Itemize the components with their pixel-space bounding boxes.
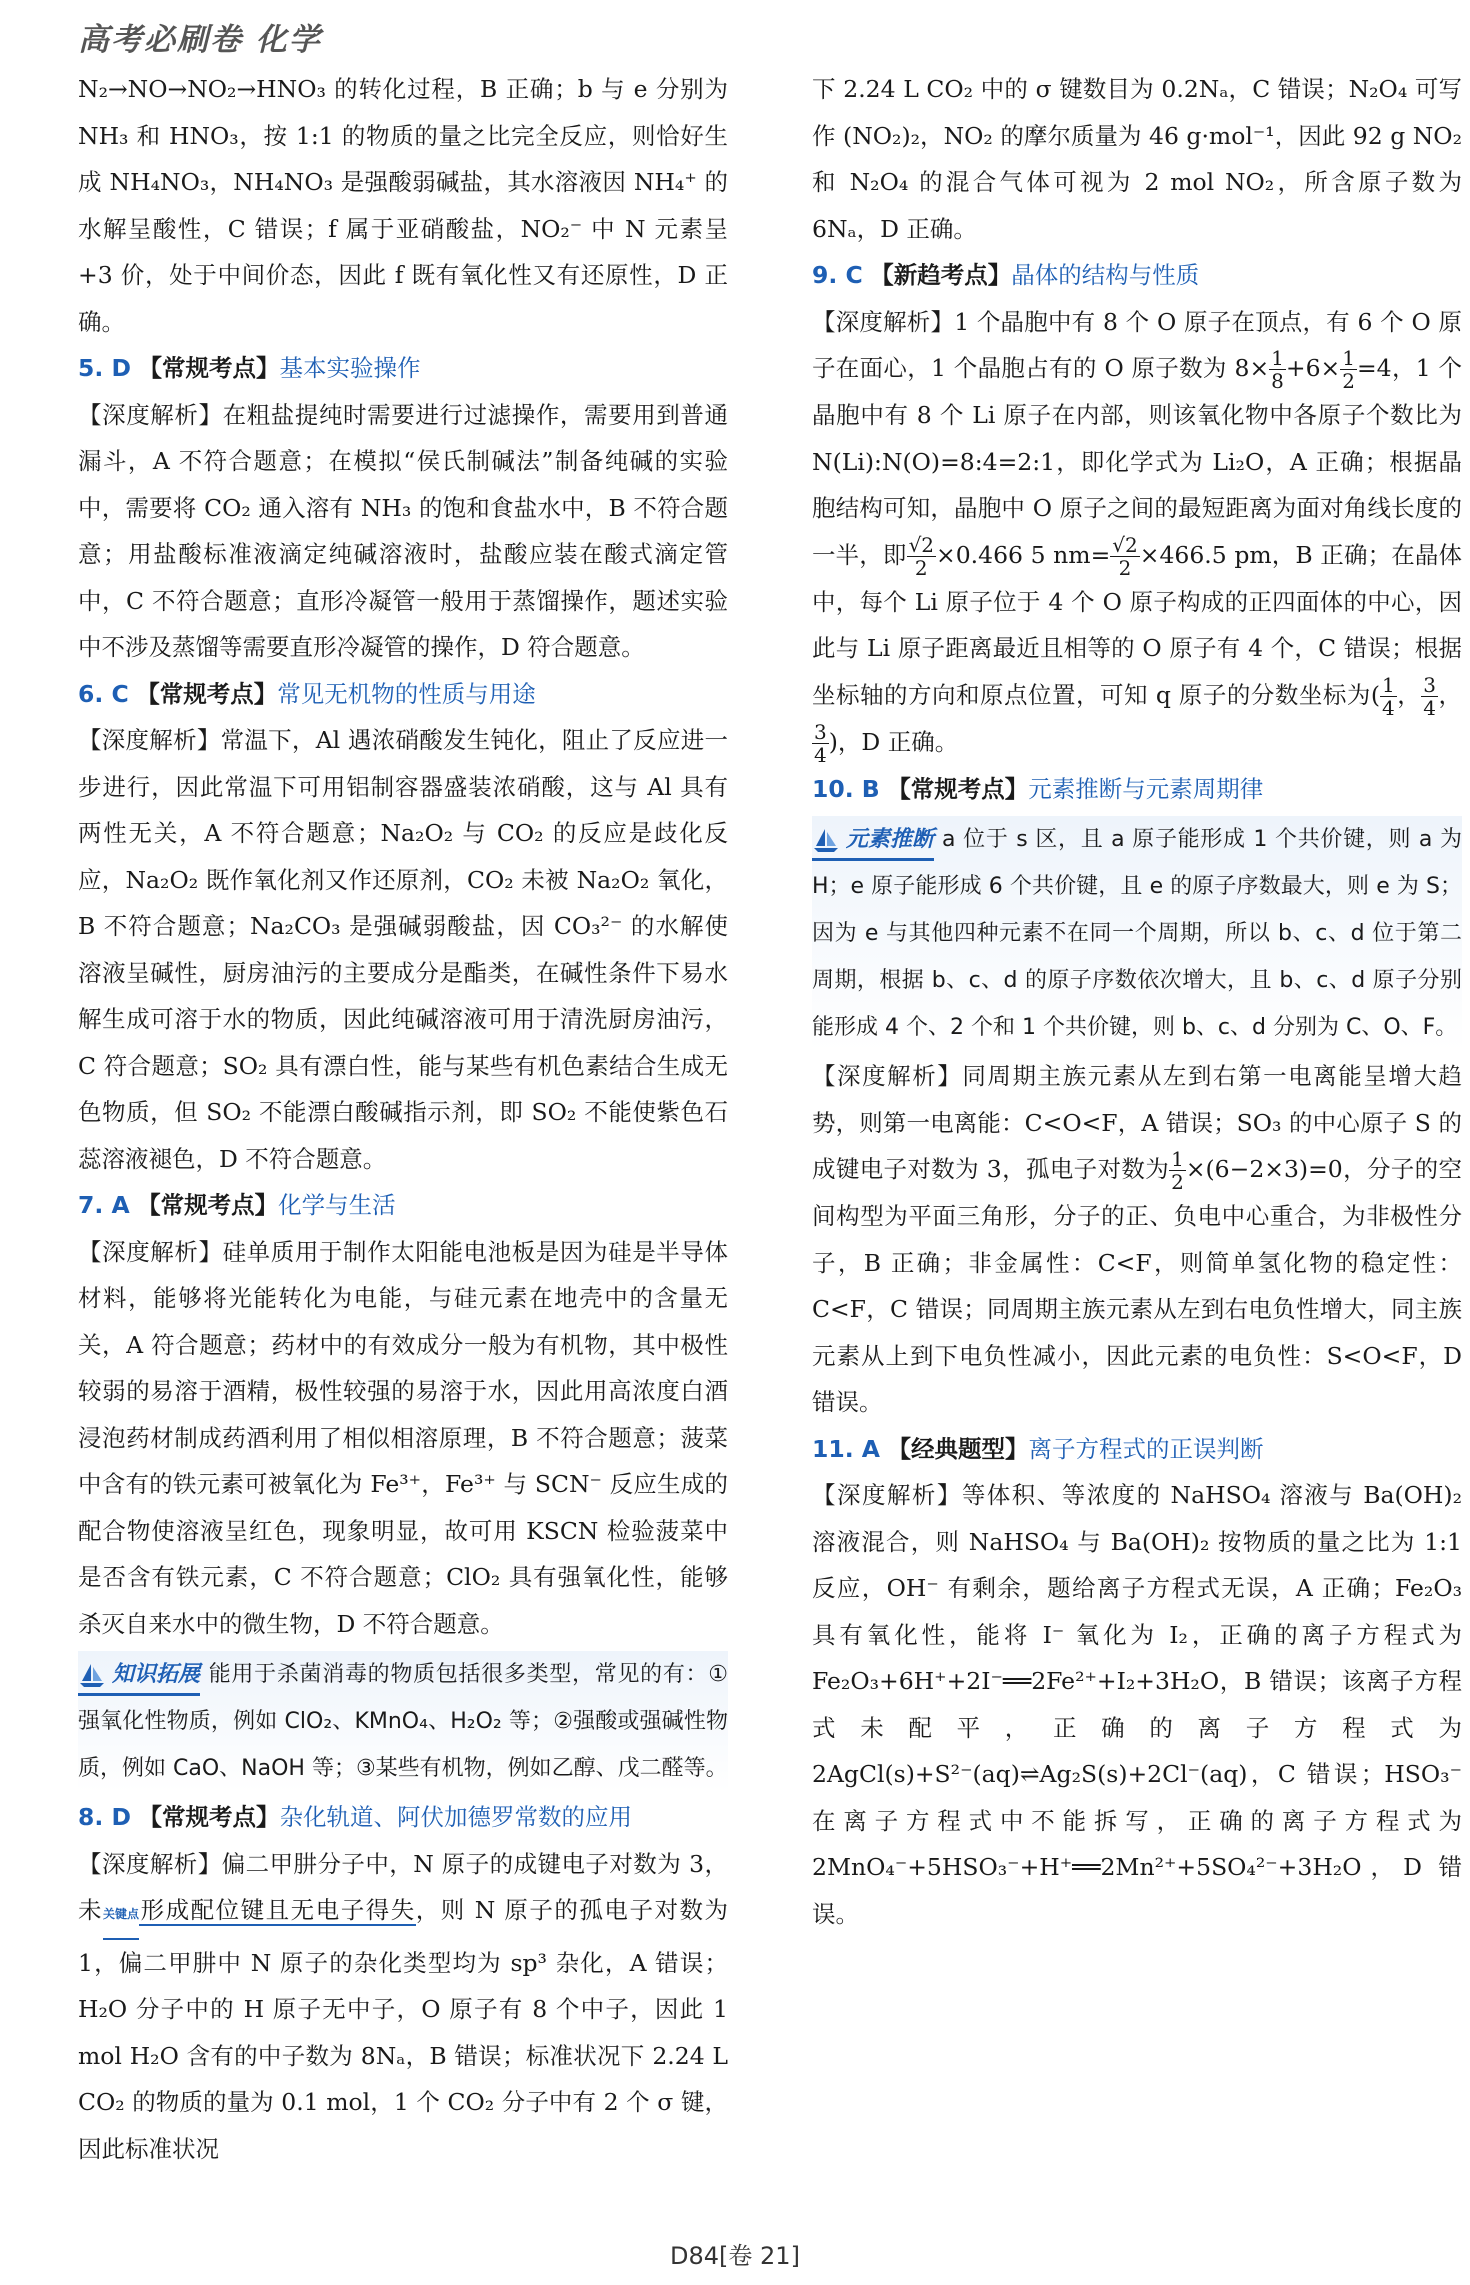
- box-title-text: 知识拓展: [112, 1662, 201, 1687]
- analysis-part: ×(6−2×3)=0，分子的空间构型为平面三角形，分子的正、负电中心重合，为非极性分子，B 正确；非金属性：C<F，则简单氢化物的稳定性：C<F，C 错误；同周期主族元素从左到右电负性增大，同主族元素从上到下电负性减小，因此元素的电负性：S<O<F，D 错误。: [812, 1155, 1463, 1416]
- key-point-marker: 关键点: [103, 1891, 139, 1940]
- question-topic: 基本实验操作: [279, 354, 421, 382]
- fraction: [907, 534, 936, 579]
- question-number: 5. D: [78, 354, 131, 382]
- numerator: 1: [1271, 346, 1284, 370]
- denominator: 2: [914, 555, 928, 580]
- fraction: [812, 721, 829, 766]
- analysis-part: )，D 正确。: [828, 727, 959, 756]
- fraction: [1169, 1148, 1186, 1193]
- question-7-analysis: 【深度解析】硅单质用于制作太阳能电池板是因为硅是半导体材料，能够将光能转化为电能，与硅元素在地壳中的含量无关，A 符合题意；药材中的有效成分一般为有机物，其中极性较弱的易溶于酒精，极性较强的易溶于水，因此用高浓度白酒浸泡药材制成药酒利用了相似相溶原理，B 不符合题意；菠菜中含有的铁元素可被氧化为 Fe³⁺，Fe³⁺ 与 SCN⁻ 反应生成的配合物使溶液呈红色，现象明显，故可用 KSCN 检验菠菜中是否含有铁元素，C 不符合题意；ClO₂ 具有强氧化性，能够杀灭自来水中的微生物，D 不符合题意。: [78, 1237, 728, 1638]
- analysis-part: +6×: [1285, 354, 1341, 382]
- analysis-part: 【深度解析】同周期主族元素从左到右第一电离能呈增大趋势，则第一电离能：C<O<F，A 错误；SO₃ 的中心原子 S 的成键电子对数为 3，孤电子对数为: [812, 1062, 1462, 1183]
- key-point-text: 形成配位键且无电子得失: [139, 1896, 416, 1924]
- denominator: 2: [1118, 555, 1132, 580]
- element-inference-box: [812, 816, 1462, 1051]
- analysis-part: 【深度解析】1 个晶胞中有 8 个 O 原子在顶点，有 6 个 O 原子在面心，1 个晶胞占有的 O 原子数为 8×: [812, 307, 1462, 382]
- analysis-part: ×466.5 pm，B 正确；在晶体中，每个 Li 原子位于 4 个 O 原子构成的正四面体的中心，因此与 Li 原子距离最近且相等的 O 原子有 4 个，C 错误；根据坐标轴的方向和原点位置，可知 q 原子的分数坐标为(: [812, 540, 1462, 709]
- question-number: 7. A: [78, 1191, 130, 1219]
- numerator: √2: [908, 532, 935, 557]
- q8-continuation: 下 2.24 L CO₂ 中的 σ 键数目为 0.2Nₐ，C 错误；N₂O₄ 可写作 (NO₂)₂，NO₂ 的摩尔质量为 46 g·mol⁻¹，因此 92 g NO₂ 和 N₂O₄ 的混合气体可视为 2 mol NO₂，所含原子数为 6Nₐ，D 正确。: [812, 75, 1462, 243]
- question-number: 9. C: [812, 261, 863, 289]
- question-10-header: [812, 766, 1462, 813]
- question-6-header: [78, 671, 728, 718]
- question-5-header: [78, 345, 728, 392]
- box-title: [78, 1657, 200, 1696]
- fraction: [1340, 347, 1357, 392]
- denominator: 4: [814, 742, 827, 767]
- question-tag: 【常规考点】: [136, 679, 278, 708]
- fraction: [1110, 534, 1139, 579]
- analysis-part: 【深度解析】偏二甲肼分子中，N 原子的成键电子对数为 3，未: [78, 1849, 728, 1924]
- question-9-analysis: 【深度解析】1 个晶胞中有 8 个 O 原子在顶点，有 6 个 O 原子在面心，1 个晶胞占有的 O 原子数为 8× $\frac{1}{8}$ +6× $\frac{1}{2}$ =4，1 个晶胞中有 8 个 Li 原子在内部，则该氧化物中各原子个数比为 N(Li):N(O)=8:4=2:1，即化学式为 Li₂O，A 正确；根据晶胞结构可知，晶胞中 O 原子之间的最短距离为面对角线长度的一半，即 $\frac{√2}{2}$ ×0.466 5 nm= $\frac{√2}{2}$ ×466.5 pm，B 正确；在晶体中，每个 Li 原子位于 4 个 O 原子构成的正四面体的中心，因此与 Li 原子距离最近且相等的 O 原子有 4 个，C 错误；根据坐标轴的方向和原点位置，可知 q 原子的分数坐标为( $\frac{1}{4}$ ， $\frac{3}{4}$ ， $\frac{3}{4}$ )，D 正确。: [812, 307, 1463, 767]
- question-11-analysis: 【深度解析】等体积、等浓度的 NaHSO₄ 溶液与 Ba(OH)₂ 溶液混合，则 NaHSO₄ 与 Ba(OH)₂ 按物质的量之比为 1:1 反应，OH⁻ 有剩余，题给离子方程式无误，A 正确；Fe₂O₃ 具有氧化性，能将 I⁻ 氧化为 I₂，正确的离子方程式为 Fe₂O₃+6H⁺+2I⁻══2Fe²⁺+I₂+3H₂O，B 错误；该离子方程式未配平，正确的离子方程式为 2AgCl(s)+S²⁻(aq)⇌Ag₂S(s)+2Cl⁻(aq)，C 错误；HSO₃⁻ 在离子方程式中不能拆写，正确的离子方程式为 2MnO₄⁻+5HSO₃⁻+H⁺══2Mn²⁺+5SO₄²⁻+3H₂O，D 错误。: [812, 1481, 1462, 1928]
- box-body: a 位于 s 区，且 a 原子能形成 1 个共价键，则 a 为 H；e 原子能形成 6 个共价键，且 e 的原子序数最大，则 e 为 S；因为 e 与其他四种元素不在同一个周期，所以 b、c、d 位于第二周期，根据 b、c、d 的原子序数依次增大，且 b、c、d 原子分别能形成 4 个、2 个和 1 个共价键，则 b、c、d 分别为 C、O、F。: [812, 827, 1462, 1040]
- sailboat-icon: [78, 1661, 106, 1689]
- numerator: 3: [1423, 672, 1437, 697]
- question-topic: 杂化轨道、阿伏加德罗常数的应用: [279, 1803, 632, 1831]
- numerator: 1: [1171, 1147, 1184, 1171]
- question-tag: 【新趋考点】: [870, 261, 1012, 289]
- numerator: √2: [1112, 532, 1138, 557]
- question-topic: 离子方程式的正误判断: [1028, 1434, 1264, 1463]
- question-tag: 【常规考点】: [137, 1191, 279, 1219]
- question-topic: 化学与生活: [278, 1191, 396, 1219]
- page-header: 高考必刷卷 化学: [78, 22, 322, 58]
- question-10-analysis: [812, 1053, 1462, 1426]
- question-number: 6. C: [78, 679, 129, 708]
- analysis-part: ×0.466 5 nm=: [936, 540, 1111, 569]
- numerator: 3: [814, 719, 827, 744]
- question-8-header: [78, 1794, 728, 1841]
- q4-continuation: N₂→NO→NO₂→HNO₃ 的转化过程，B 正确；b 与 e 分别为 NH₃ 和 HNO₃，按 1:1 的物质的量之比完全反应，则恰好生成 NH₄NO₃，NH₄NO₃ 是强酸弱碱盐，其水溶液因 NH₄⁺ 的水解呈酸性，C 错误；f 属于亚硝酸盐，NO₂⁻ 中 N 元素呈+3 价，处于中间价态，因此 f 既有氧化性又有还原性，D 正确。: [78, 75, 728, 336]
- numerator: 1: [1342, 346, 1355, 370]
- question-8-analysis: [78, 1841, 728, 2173]
- question-tag: 【常规考点】: [138, 1803, 280, 1831]
- box-title: [812, 822, 934, 861]
- question-5-analysis: 【深度解析】在粗盐提纯时需要进行过滤操作，需要用到普通漏斗，A 不符合题意；在模拟“侯氏制碱法”制备纯碱的实验中，需要将 CO₂ 通入溶有 NH₃ 的饱和食盐水中，B 不符合题意；用盐酸标准液滴定纯碱溶液时，盐酸应装在酸式滴定管中，C 不符合题意；直形冷凝管一般用于蒸馏操作，题述实验中不涉及蒸馏等需要直形冷凝管的操作，D 符合题意。: [78, 400, 728, 661]
- box-body: 能用于杀菌消毒的物质包括很多类型，常见的有：①强氧化性物质，例如 ClO₂、KMnO₄、H₂O₂ 等；②强酸或强碱性物质，例如 CaO、NaOH 等；③某些有机物，例如乙醇、戊二醛等。: [78, 1662, 728, 1781]
- question-topic: 晶体的结构与性质: [1011, 261, 1200, 289]
- denominator: 8: [1271, 369, 1284, 393]
- question-9-header: [812, 252, 1462, 299]
- knowledge-extension-box: [78, 1651, 728, 1792]
- box-title-text: 元素推断: [846, 827, 935, 852]
- question-number: 8. D: [78, 1803, 131, 1831]
- question-7-header: [78, 1182, 728, 1229]
- fraction: [1380, 674, 1397, 719]
- page-footer: D84[卷 21]: [670, 2242, 800, 2270]
- question-tag: 【常规考点】: [138, 354, 280, 382]
- denominator: 2: [1342, 369, 1355, 393]
- analysis-part: =4，1 个晶胞中有 8 个 Li 原子在内部，则该氧化物中各原子个数比为 N(Li):N(O)=8:4=2:1，即化学式为 Li₂O，A 正确；根据晶胞结构可知，晶胞中 O 原子之间的最短距离为面对角线长度的一半，即: [812, 354, 1462, 569]
- right-column: [812, 66, 1462, 1937]
- left-column: [78, 66, 728, 2172]
- question-topic: 常见无机物的性质与用途: [277, 679, 536, 708]
- denominator: 2: [1171, 1170, 1184, 1194]
- fraction: [1269, 347, 1286, 392]
- question-6-analysis: 【深度解析】常温下，Al 遇浓硝酸发生钝化，阻止了反应进一步进行，因此常温下可用铝制容器盛装浓硝酸，这与 Al 具有两性无关，A 不符合题意；Na₂O₂ 与 CO₂ 的反应是歧化反应，Na₂O₂ 既作氧化剂又作还原剂，CO₂ 未被 Na₂O₂ 氧化，B 不符合题意；Na₂CO₃ 是强碱弱酸盐，因 CO₃²⁻ 的水解使溶液呈碱性，厨房油污的主要成分是酯类，在碱性条件下易水解生成可溶于水的物质，因此纯碱溶液可用于清洗厨房油污，C 符合题意；SO₂ 具有漂白性，能与某些有机色素结合生成无色物质，但 SO₂ 不能漂白酸碱指示剂，即 SO₂ 不能使紫色石蕊溶液褪色，D 不符合题意。: [78, 726, 728, 1173]
- question-tag: 【常规考点】: [887, 774, 1029, 803]
- question-11-header: [812, 1426, 1462, 1473]
- question-number: 11. A: [812, 1434, 880, 1463]
- analysis-part: ，则 N 原子的孤电子对数为 1，偏二甲肼中 N 原子的杂化类型均为 sp³ 杂化，A 错误；H₂O 分子中的 H 原子无中子，O 原子有 8 个中子，因此 1 mol H₂O 含有的中子数为 8Nₐ，B 错误；标准状况下 2.24 L CO₂ 的物质的量为 0.1 mol，1 个 CO₂ 分子中有 2 个 σ 键，因此标准状况: [78, 1896, 729, 2163]
- denominator: 4: [1423, 695, 1437, 720]
- sailboat-icon: [812, 826, 840, 854]
- denominator: 4: [1382, 695, 1395, 720]
- question-tag: 【经典题型】: [887, 1434, 1029, 1463]
- question-number: 10. B: [812, 774, 880, 803]
- question-topic: 元素推断与元素周期律: [1028, 774, 1264, 803]
- numerator: 1: [1382, 672, 1395, 697]
- fraction: [1421, 674, 1438, 719]
